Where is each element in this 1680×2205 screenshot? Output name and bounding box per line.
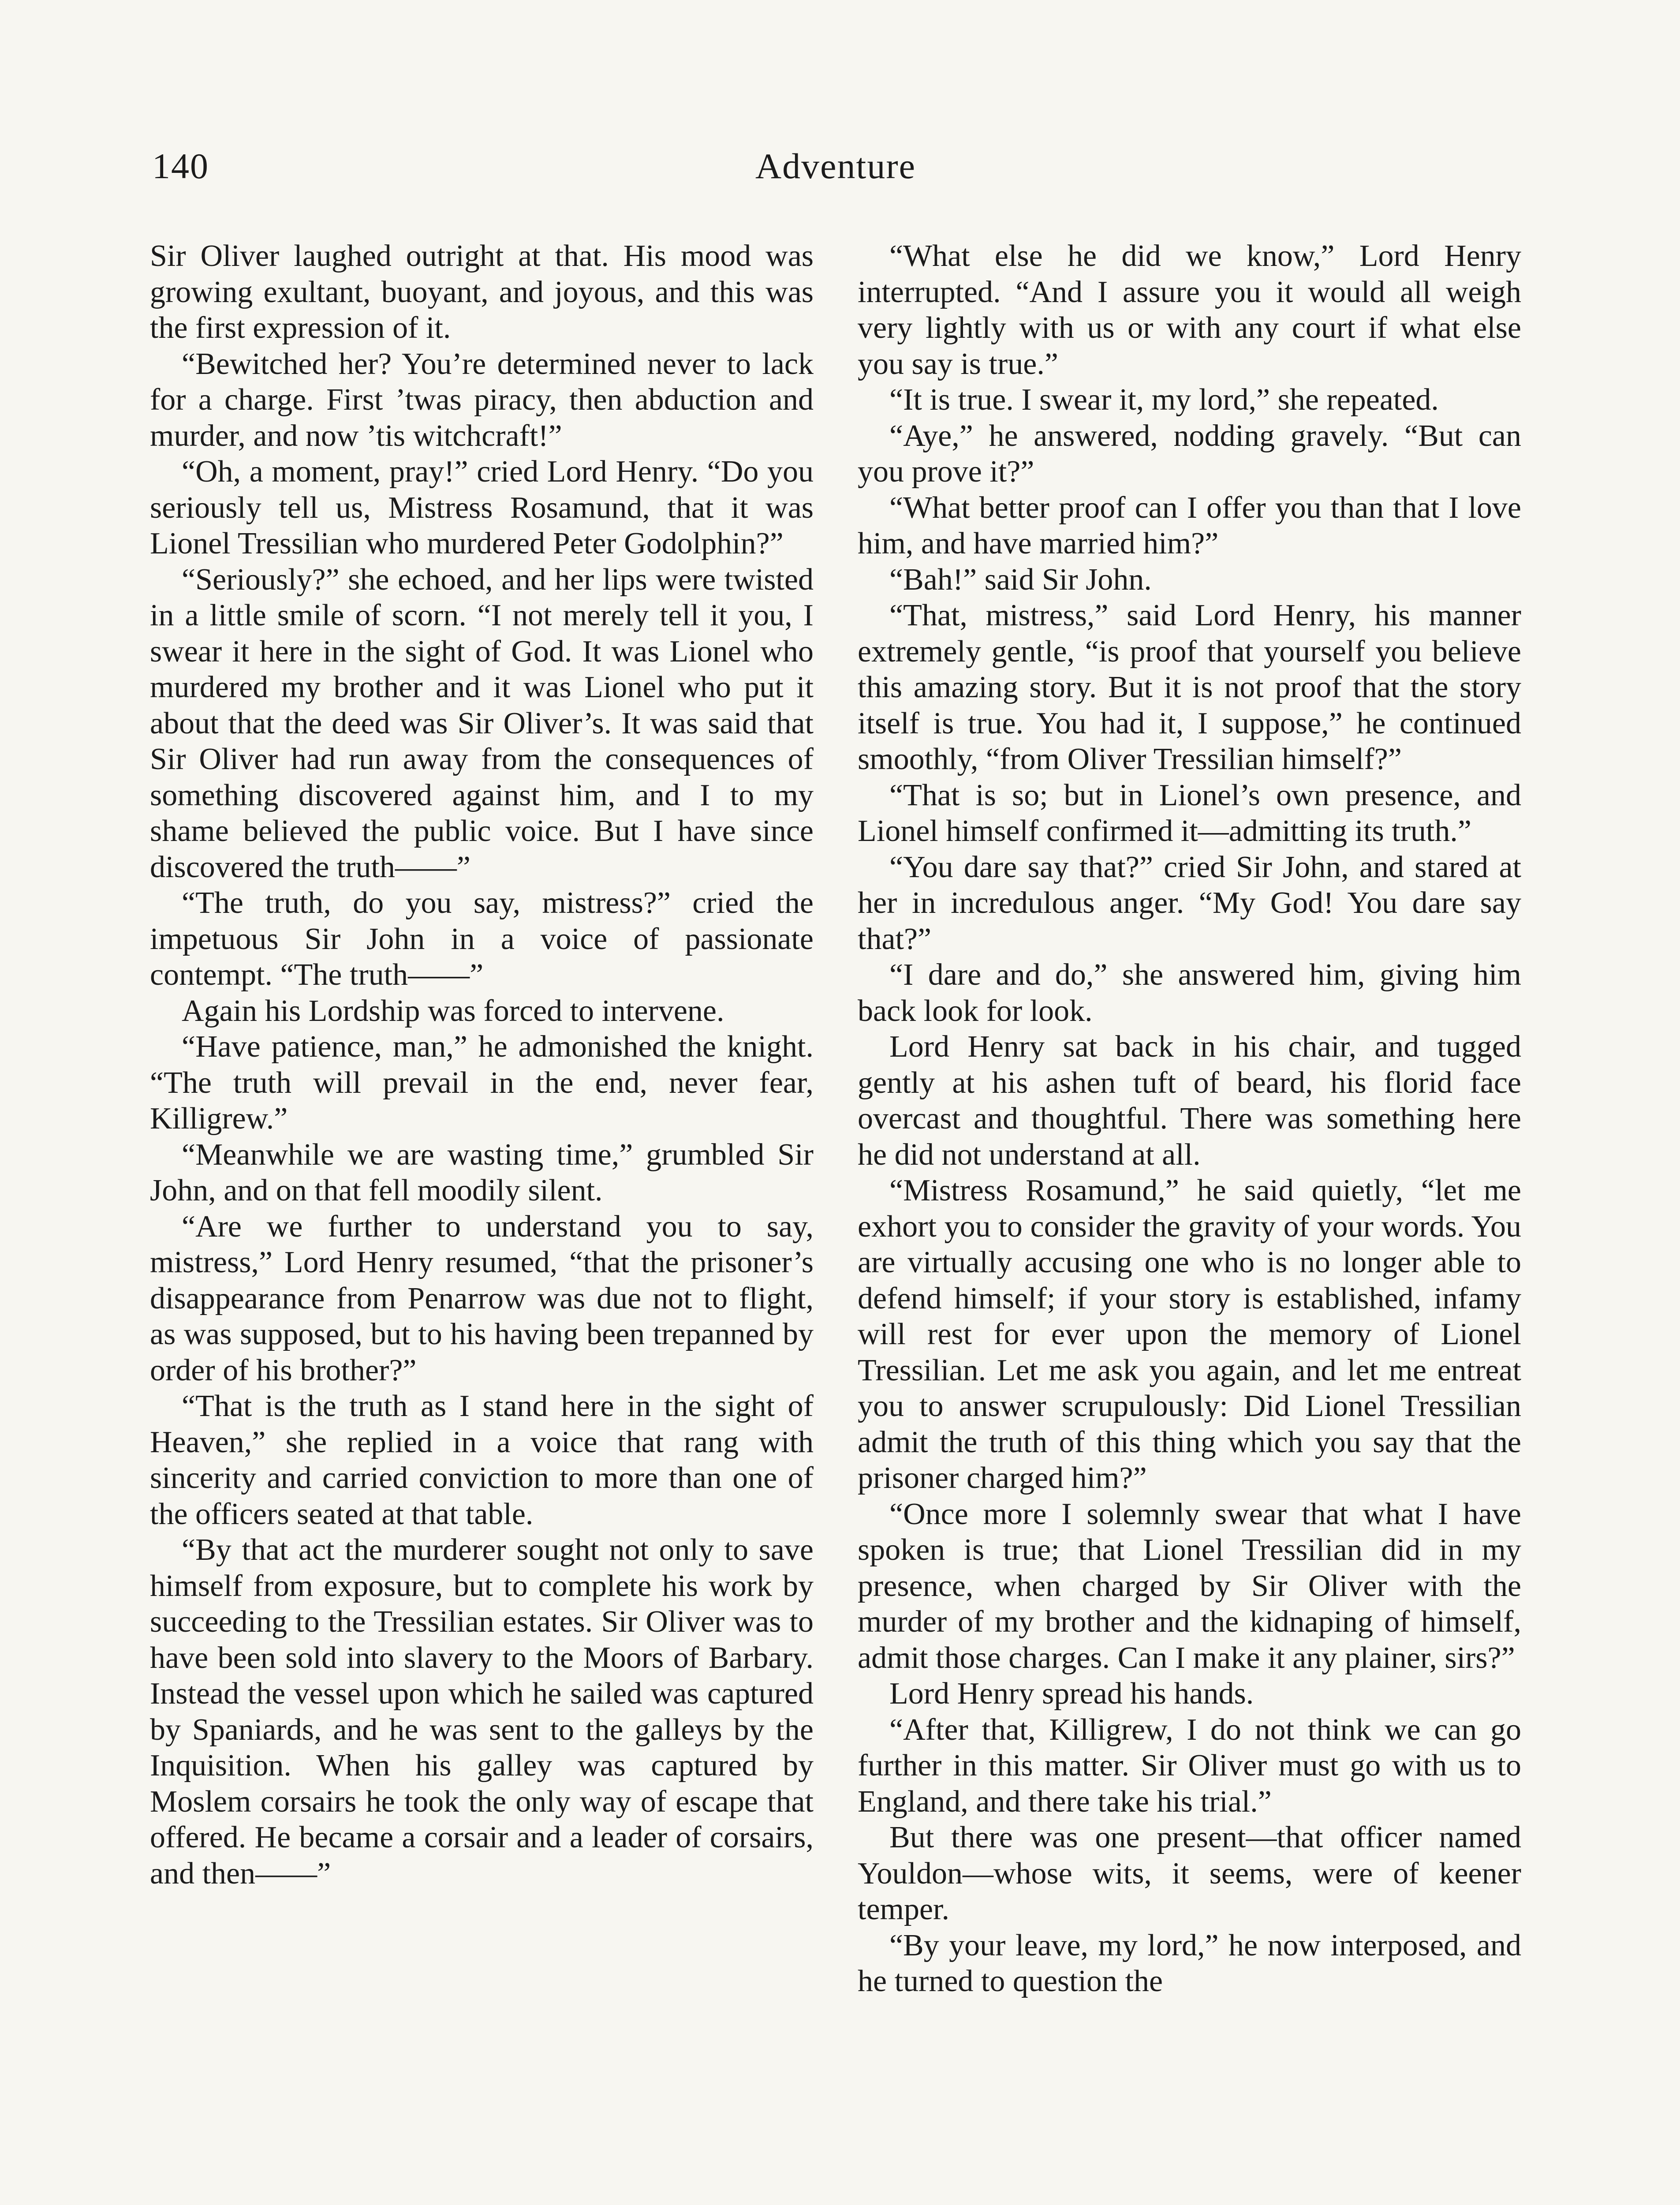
paragraph: “Bah!” said Sir John. [889, 562, 1152, 597]
paragraph: Lord Henry spread his hands. [889, 1677, 1254, 1711]
paragraph: Lord Henry sat back in his chair, and tugged gently at his ashen tuft of beard, his florid face overcast and thoughtful. There was something here he did not understand at all. [858, 1030, 1521, 1172]
magazine-title: Adventure [755, 146, 916, 186]
paragraph: “Meanwhile we are wasting time,” grumbled Sir John, and on that fell moodily silent. [150, 1137, 814, 1207]
page-number: 140 [152, 146, 209, 186]
paragraph: “Are we further to understand you to say, mistress,” Lord Henry resumed, “that the prisoner’s disappearance from Penarrow was due not to flight, as was supposed, but to his having been trepanned by order of his brother?” [150, 1209, 814, 1387]
paragraph: “Once more I solemnly swear that what I have spoken is true; that Lionel Tressilian did in my presence, when charged by Sir Oliver with the murder of my brother and the kidnaping of himself, admit those charges. Can I make it any plainer, sirs?” [858, 1497, 1521, 1675]
paragraph: “That is so; but in Lionel’s own presence, and Lionel himself confirmed it—admitting its truth.” [858, 778, 1521, 848]
paragraph: “The truth, do you say, mistress?” cried the impetuous Sir John in a voice of passionate contempt. “The truth——” [150, 886, 814, 992]
paragraph: “Mistress Rosamund,” he said quietly, “let me exhort you to consider the gravity of your words. You are virtually accusing one who is no longer able to defend himself; if your story is established, infamy will rest for ever upon the memory of Lionel Tressilian. Let me ask you again, and let me entreat you to answer scrupulously: Did Lionel Tressilian admit the truth of this thing which you say that the prisoner charged him?” [858, 1174, 1521, 1495]
paragraph: “It is true. I swear it, my lord,” she repeated. [889, 383, 1439, 417]
paragraph: “Seriously?” she echoed, and her lips were twisted in a little smile of scorn. “I not merely tell it you, I swear it here in the sight of God. It was Lionel who murdered my brother and it was Lionel who put it about that the deed was Sir Oliver’s. It was said that Sir Oliver had run away from the consequences of something discovered against him, and I to my shame believed the public voice. But I have since discovered the truth——” [150, 562, 814, 884]
paragraph: Sir Oliver laughed outright at that. His mood was growing exultant, buoyant, and joyous, and this was the first expression of it. [150, 239, 814, 345]
left-text-column [150, 238, 814, 1891]
paragraph: “That, mistress,” said Lord Henry, his manner extremely gentle, “is proof that yourself you believe this amazing story. But it is not proof that the story itself is true. You had it, I suppose,” he continued smoothly, “from Oliver Tressilian himself?” [858, 598, 1521, 776]
paragraph: “By your leave, my lord,” he now interposed, and he turned to question the [858, 1928, 1521, 1998]
paragraph: “By that act the murderer sought not only to save himself from exposure, but to complete his work by succeeding to the Tressilian estates. Sir Oliver was to have been sold into slavery to the Moors of Barbary. Instead the vessel upon which he sailed was captured by Spaniards, and he was sent to the galleys by the Inquisition. When his galley was captured by Moslem corsairs he took the only way of escape that offered. He became a corsair and a leader of corsairs, and then——” [150, 1533, 814, 1891]
paragraph: “That is the truth as I stand here in the sight of Heaven,” she replied in a voice that rang with sincerity and carried conviction to more than one of the officers seated at that table. [150, 1389, 814, 1531]
paragraph: “Have patience, man,” he admonished the knight. “The truth will prevail in the end, never fear, Killigrew.” [150, 1030, 814, 1136]
page-header [0, 146, 1680, 207]
paragraph: “After that, Killigrew, I do not think we can go further in this matter. Sir Oliver must go with us to England, and there take his trial.” [858, 1712, 1521, 1819]
paragraph: But there was one present—that officer named Youldon—whose wits, it seems, were of keener temper. [858, 1820, 1521, 1926]
paragraph: “What else he did we know,” Lord Henry interrupted. “And I assure you it would all weigh very lightly with us or with any court if what else you say is true.” [858, 239, 1521, 381]
paragraph: “Aye,” he answered, nodding gravely. “But can you prove it?” [858, 419, 1521, 489]
right-text-column [858, 238, 1521, 1999]
paragraph: “You dare say that?” cried Sir John, and stared at her in incredulous anger. “My God! You dare say that?” [858, 850, 1521, 956]
paragraph: “Oh, a moment, pray!” cried Lord Henry. “Do you seriously tell us, Mistress Rosamund, that it was Lionel Tressilian who murdered Peter Godolphin?” [150, 455, 814, 561]
paragraph: “I dare and do,” she answered him, giving him back look for look. [858, 958, 1521, 1028]
paragraph: “Bewitched her? You’re determined never to lack for a charge. First ’twas piracy, then abduction and murder, and now ’tis witchcraft!” [150, 347, 814, 453]
paragraph: “What better proof can I offer you than that I love him, and have married him?” [858, 490, 1521, 561]
paragraph: Again his Lordship was forced to intervene. [182, 994, 724, 1028]
